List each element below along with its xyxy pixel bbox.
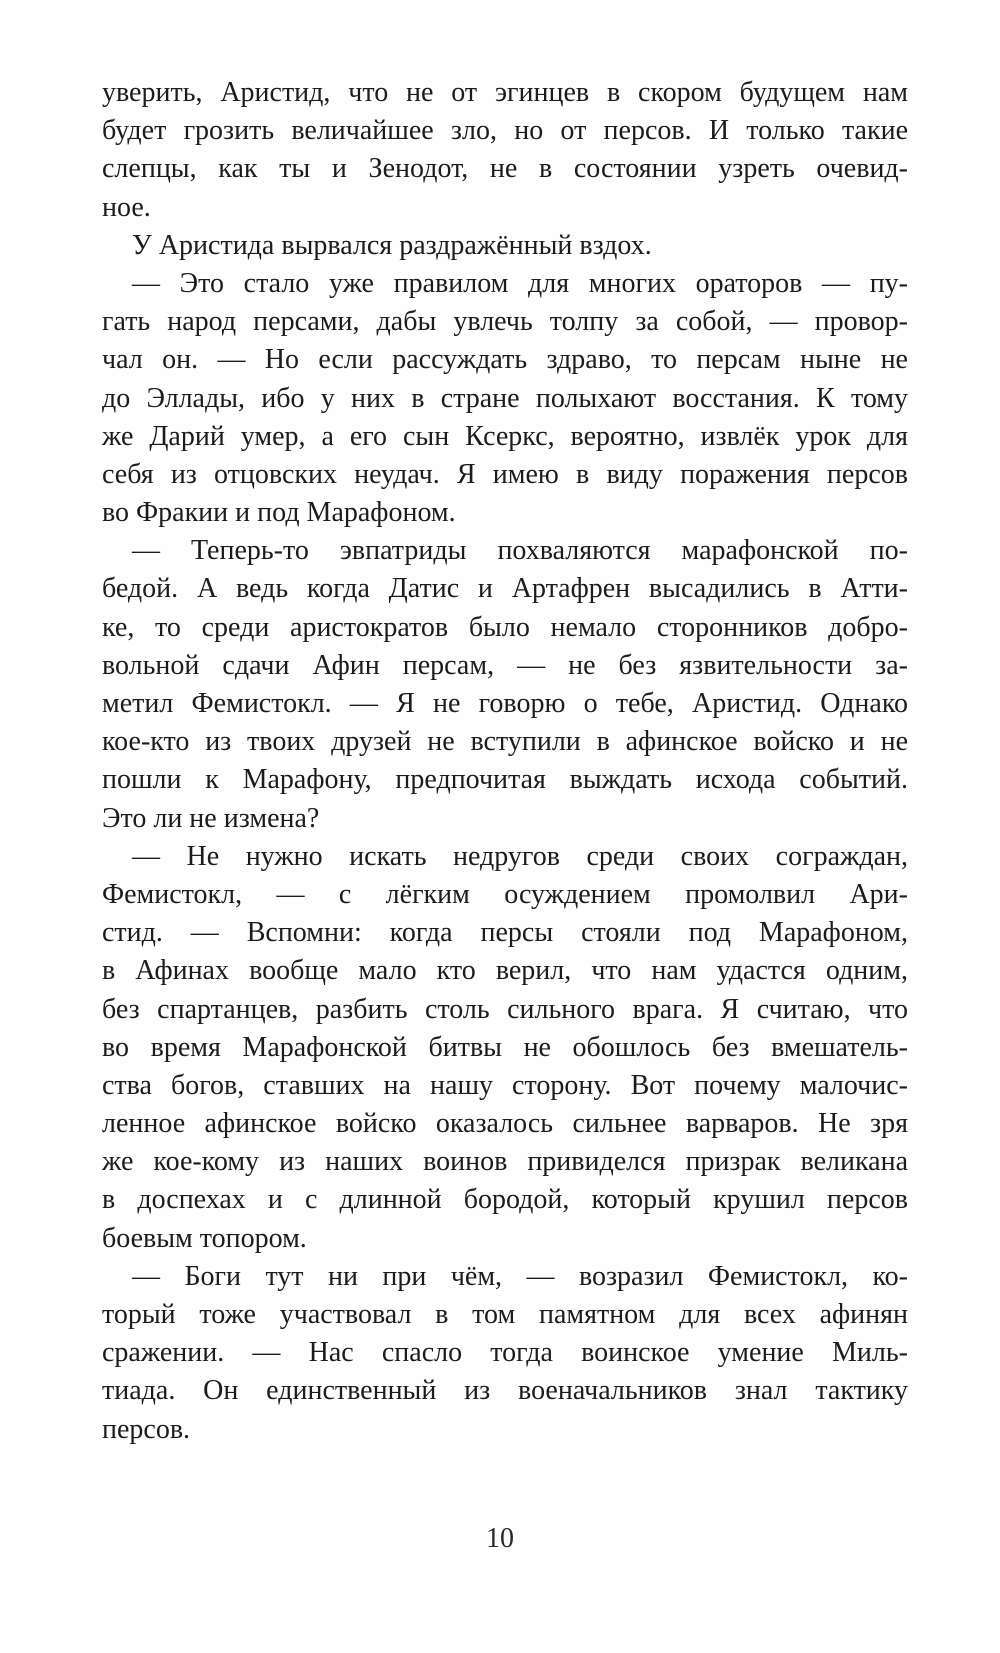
text-line: — Боги тут ни при чём, — возразил Фемистокл, ко- <box>132 1260 908 1292</box>
text-line: У Аристида вырвался раздражённый вздох. <box>132 229 652 261</box>
text-line: боевым топором. <box>102 1222 307 1254</box>
text-line: ное. <box>102 191 151 223</box>
text-line: — Теперь-то эвпатриды похваляются марафонской по- <box>132 535 908 567</box>
text-line: пошли к Марафону, предпочитая выждать исхода событий. <box>102 764 908 796</box>
text-line: метил Фемистокл. — Я не говорю о тебе, Аристид. Однако <box>102 688 908 719</box>
text-line: слепцы, как ты и Зенодот, не в состоянии узреть очевид- <box>102 153 908 185</box>
text-line: без спартанцев, разбить столь сильного врага. Я считаю, что <box>102 993 908 1025</box>
text-line: — Не нужно искать недругов среди своих сограждан, <box>132 840 908 872</box>
text-line: торый тоже участвовал в том памятном для всех афинян <box>102 1299 908 1330</box>
text-line: уверить, Аристид, что не от эгинцев в скором будущем нам <box>102 77 908 108</box>
text-line: ства богов, ставших на нашу сторону. Вот почему малочис- <box>102 1069 908 1101</box>
text-line: в доспехах и с длинной бородой, который крушил персов <box>102 1184 908 1216</box>
text-line: гать народ персами, дабы увлечь толпу за собой, — провор- <box>102 306 908 338</box>
text-line: ленное афинское войско оказалось сильнее варваров. Не зря <box>102 1108 908 1140</box>
text-line: — Это стало уже правилом для многих ораторов — пу- <box>132 267 908 299</box>
text-line: Фемистокл, — с лёгким осуждением промолвил Ари- <box>102 878 908 910</box>
text-line: во Фракии и под Марафоном. <box>102 497 456 529</box>
body-text <box>102 74 908 1449</box>
text-line: Это ли не измена? <box>102 802 320 834</box>
page-number: 10 <box>486 1523 514 1554</box>
text-line: бедой. А ведь когда Датис и Артафрен высадились в Атти- <box>102 573 908 605</box>
text-line: вольной сдачи Афин персам, — не без язвительности за- <box>102 649 908 681</box>
text-line: стид. — Вспомни: когда персы стояли под Марафоном, <box>102 917 908 949</box>
text-line: же Дарий умер, а его сын Ксеркс, вероятно, извлёк урок для <box>102 420 908 452</box>
text-line: до Эллады, ибо у них в стране полыхают восстания. К тому <box>102 382 908 414</box>
text-line: чал он. — Но если рассуждать здраво, то персам ныне не <box>102 344 908 376</box>
text-line: в Афинах вообще мало кто верил, что нам удастся одним, <box>102 955 908 987</box>
text-line: же кое-кому из наших воинов привиделся призрак великана <box>102 1146 908 1178</box>
text-line: себя из отцовских неудач. Я имею в виду поражения персов <box>102 458 908 490</box>
text-line: во время Марафонской битвы не обошлось без вмешатель- <box>102 1031 908 1063</box>
text-line: ке, то среди аристократов было немало сторонников добро- <box>102 611 908 643</box>
text-line: тиада. Он единственный из военачальников знал тактику <box>102 1375 908 1407</box>
text-line: персов. <box>102 1413 191 1445</box>
text-line: кое-кто из твоих друзей не вступили в афинское войско и не <box>102 726 908 758</box>
text-line: будет грозить величайшее зло, но от персов. И только такие <box>102 115 908 147</box>
text-line: сражении. — Нас спасло тогда воинское умение Миль- <box>102 1337 908 1369</box>
